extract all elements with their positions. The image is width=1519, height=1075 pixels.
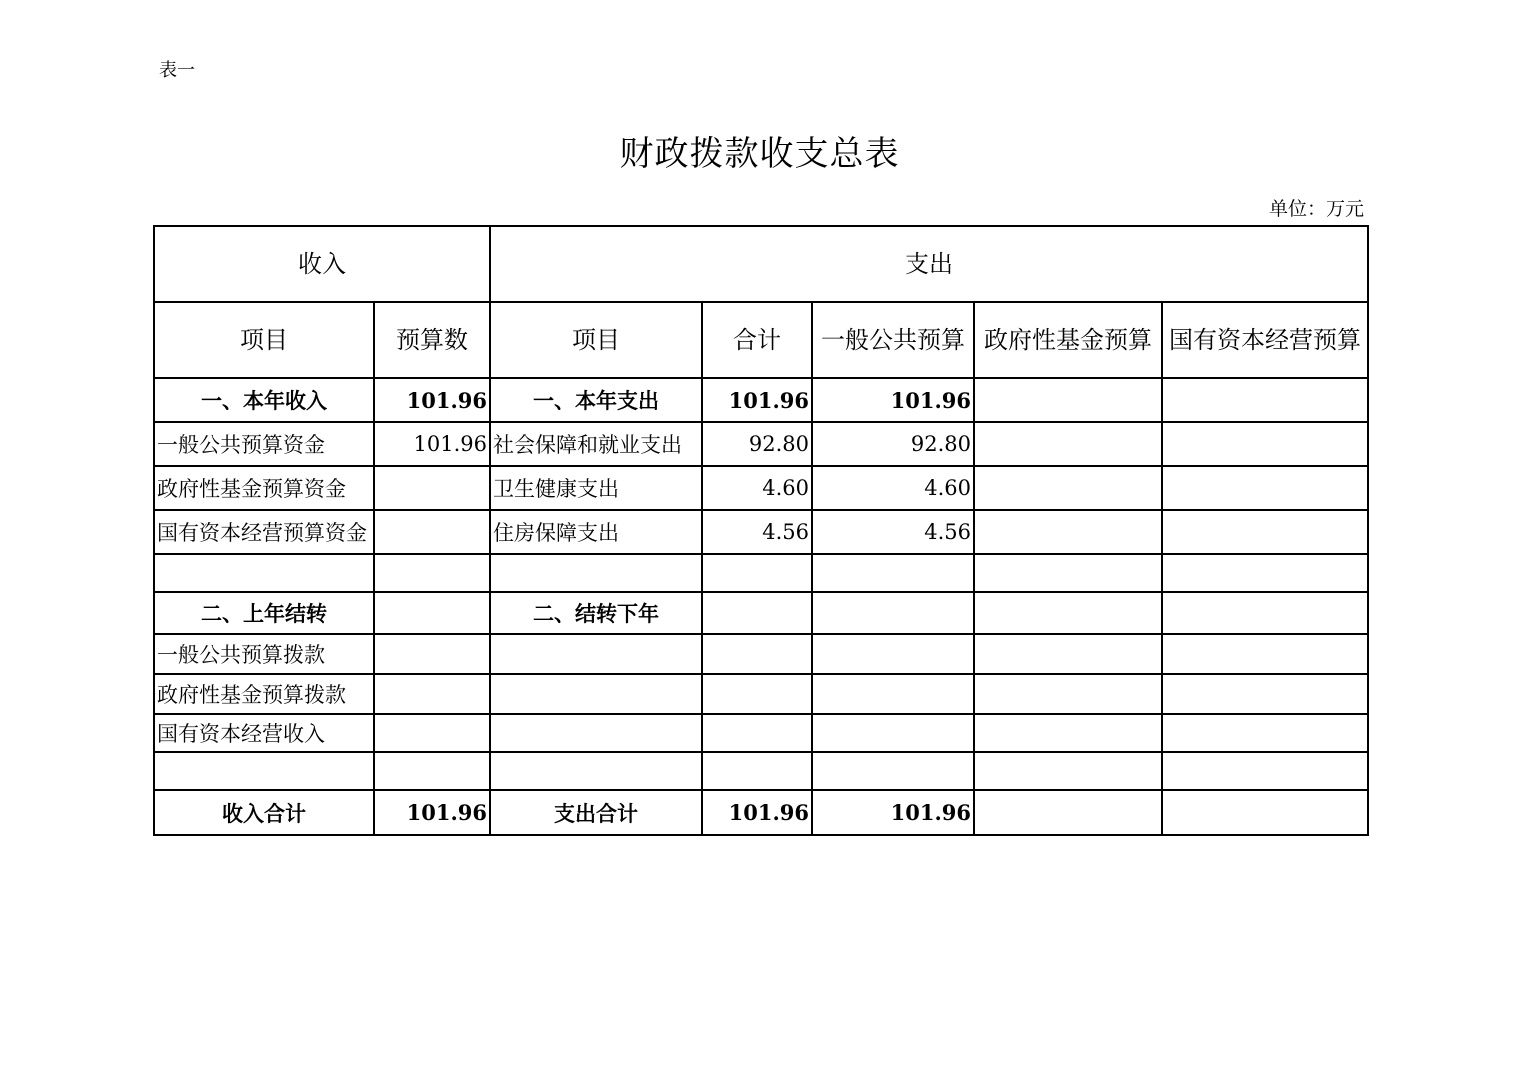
fund-budget-cell: [974, 378, 1162, 422]
income-amount-cell: [374, 592, 490, 634]
income-amount-cell: [374, 510, 490, 554]
col-total: 合计: [702, 302, 812, 378]
general-budget-cell: [812, 634, 974, 674]
expense-item-cell: 住房保障支出: [490, 510, 702, 554]
income-amount-cell: [374, 634, 490, 674]
expense-item-cell: [490, 674, 702, 714]
state-capital-cell: [1162, 510, 1368, 554]
general-budget-cell: [812, 714, 974, 752]
expense-item-cell: 卫生健康支出: [490, 466, 702, 510]
income-item-cell: 国有资本经营预算资金: [154, 510, 374, 554]
expense-item-cell: 二、结转下年: [490, 592, 702, 634]
fund-budget-cell: [974, 592, 1162, 634]
income-header: 收入: [154, 226, 490, 302]
total-cell: [702, 714, 812, 752]
income-item-cell: 一般公共预算资金: [154, 422, 374, 466]
total-cell: [702, 752, 812, 790]
expense-item-cell: [490, 714, 702, 752]
fund-budget-cell: [974, 634, 1162, 674]
state-capital-cell: [1162, 422, 1368, 466]
income-item-cell: [154, 752, 374, 790]
income-amount-cell: 101.96: [374, 790, 490, 835]
table-row: [154, 634, 1368, 674]
fund-budget-cell: [974, 466, 1162, 510]
unit-label: 单位：万元: [1268, 198, 1364, 220]
general-budget-cell: 101.96: [812, 378, 974, 422]
general-budget-cell: 4.60: [812, 466, 974, 510]
income-amount-cell: [374, 554, 490, 592]
fund-budget-cell: [974, 790, 1162, 835]
general-budget-cell: [812, 674, 974, 714]
income-amount-cell: [374, 466, 490, 510]
total-cell: 101.96: [702, 790, 812, 835]
state-capital-cell: [1162, 554, 1368, 592]
income-amount-cell: [374, 674, 490, 714]
expense-header: 支出: [490, 226, 1368, 302]
fund-budget-cell: [974, 752, 1162, 790]
table-row: [154, 510, 1368, 554]
total-cell: 92.80: [702, 422, 812, 466]
total-cell: 101.96: [702, 378, 812, 422]
general-budget-cell: [812, 752, 974, 790]
total-cell: [702, 592, 812, 634]
state-capital-cell: [1162, 790, 1368, 835]
general-budget-cell: [812, 592, 974, 634]
expense-item-cell: 社会保障和就业支出: [490, 422, 702, 466]
expense-item-cell: 支出合计: [490, 790, 702, 835]
income-amount-cell: 101.96: [374, 422, 490, 466]
col-state-capital-budget: 国有资本经营预算: [1162, 302, 1368, 378]
table-row: [154, 592, 1368, 634]
general-budget-cell: [812, 554, 974, 592]
table-row: [154, 752, 1368, 790]
table-row: [154, 554, 1368, 592]
sheet-label: 表一: [159, 60, 195, 81]
budget-table: [153, 225, 1369, 836]
general-budget-cell: 4.56: [812, 510, 974, 554]
state-capital-cell: [1162, 634, 1368, 674]
table-row: [154, 790, 1368, 835]
total-cell: [702, 674, 812, 714]
state-capital-cell: [1162, 714, 1368, 752]
income-item-cell: 政府性基金预算拨款: [154, 674, 374, 714]
state-capital-cell: [1162, 674, 1368, 714]
income-amount-cell: 101.96: [374, 378, 490, 422]
state-capital-cell: [1162, 466, 1368, 510]
table-row: [154, 378, 1368, 422]
expense-item-cell: [490, 752, 702, 790]
income-item-cell: 一般公共预算拨款: [154, 634, 374, 674]
col-income-item: 项目: [154, 302, 374, 378]
income-item-cell: [154, 554, 374, 592]
expense-item-cell: [490, 634, 702, 674]
table-row: [154, 714, 1368, 752]
col-budget-amount: 预算数: [374, 302, 490, 378]
fund-budget-cell: [974, 510, 1162, 554]
income-item-cell: 一、本年收入: [154, 378, 374, 422]
page-title: 财政拨款收支总表: [619, 134, 900, 174]
state-capital-cell: [1162, 378, 1368, 422]
total-cell: 4.60: [702, 466, 812, 510]
expense-item-cell: 一、本年支出: [490, 378, 702, 422]
fund-budget-cell: [974, 714, 1162, 752]
income-item-cell: 二、上年结转: [154, 592, 374, 634]
expense-item-cell: [490, 554, 702, 592]
general-budget-cell: 101.96: [812, 790, 974, 835]
income-amount-cell: [374, 714, 490, 752]
table-row: [154, 674, 1368, 714]
state-capital-cell: [1162, 752, 1368, 790]
col-general-budget: 一般公共预算: [812, 302, 974, 378]
state-capital-cell: [1162, 592, 1368, 634]
fund-budget-cell: [974, 554, 1162, 592]
income-amount-cell: [374, 752, 490, 790]
fund-budget-cell: [974, 422, 1162, 466]
fund-budget-cell: [974, 674, 1162, 714]
total-cell: [702, 634, 812, 674]
col-expense-item: 项目: [490, 302, 702, 378]
general-budget-cell: 92.80: [812, 422, 974, 466]
total-cell: 4.56: [702, 510, 812, 554]
table-row: [154, 422, 1368, 466]
col-fund-budget: 政府性基金预算: [974, 302, 1162, 378]
table-row: [154, 466, 1368, 510]
total-cell: [702, 554, 812, 592]
income-item-cell: 政府性基金预算资金: [154, 466, 374, 510]
income-item-cell: 收入合计: [154, 790, 374, 835]
income-item-cell: 国有资本经营收入: [154, 714, 374, 752]
